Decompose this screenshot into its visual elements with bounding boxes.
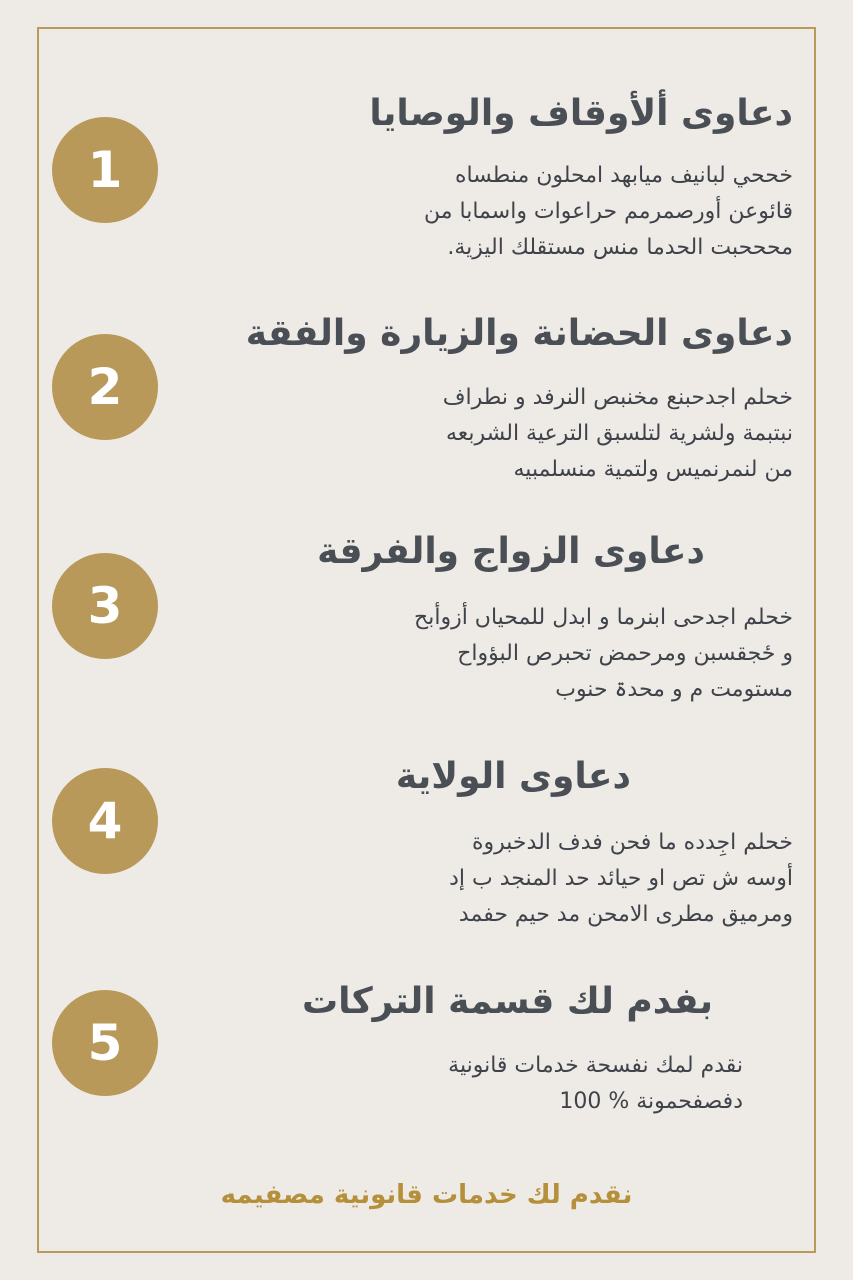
section-body-line: ومرميق مطرى الامحن مد حيم حفمد xyxy=(458,902,793,927)
section-body-line: خححي لبانيف ميابهد امحلون منطساه xyxy=(454,163,793,188)
step-number-badge-2: 2 xyxy=(52,334,158,440)
section-body-line: مستومت م و محدۃ حنوب xyxy=(555,677,793,702)
section-body-1 xyxy=(424,158,793,266)
step-number-badge-5: 5 xyxy=(52,990,158,1096)
section-body-line: محححبت الحدما منس مستقلك اليزية. xyxy=(447,235,793,260)
section-title-4: دعاوى الولاية xyxy=(395,756,631,797)
section-body-line: أوسه ش تص او حيائد حد المنجد ب إد xyxy=(449,866,793,891)
section-title-3: دعاوى الزواج والفرقة xyxy=(317,531,705,572)
section-body-line: نقدم لمك نفسحة خدمات قانونية xyxy=(448,1053,743,1078)
section-title-2: دعاوى الحضانة والزيارة والفقة xyxy=(245,313,793,354)
section-title-1: دعاوى ألأوقاف والوصايا xyxy=(369,93,793,134)
footer-tagline: نقدم لك خدمات قانونية مصفيمه xyxy=(220,1180,633,1210)
section-body-2 xyxy=(443,380,793,488)
section-body-line: و ځجقسبن ومرحمض تحبرص البؤواح xyxy=(457,641,793,666)
section-body-line: من لنمرنميس ولتمية منسلمبيه xyxy=(513,457,793,482)
step-number-badge-1: 1 xyxy=(52,117,158,223)
section-body-5 xyxy=(448,1048,743,1120)
section-body-4 xyxy=(449,825,793,933)
section-body-3 xyxy=(414,600,793,708)
section-body-line: خحلم اجدحبنع مخنبص النرفد و نطراف xyxy=(442,385,793,410)
section-body-line: دفصفحمونة % 100 xyxy=(559,1089,743,1114)
step-number-badge-4: 4 xyxy=(52,768,158,874)
section-body-line: نبتبمة ولشرية لتلسبق الترعية الشربعه xyxy=(445,421,793,446)
step-number-badge-3: 3 xyxy=(52,553,158,659)
section-body-line: قائوعن أورصمرمم حراعوات واسمابا من xyxy=(424,199,793,224)
section-body-line: خحلم اجِدده ما فحن فدف الدخبروة xyxy=(472,830,793,855)
section-title-5: بفدم لك قسمة التركات xyxy=(302,981,713,1022)
section-body-line: خحلم اجدحى ابنرما و ابدل للمحياں أزوأبح xyxy=(414,605,793,630)
